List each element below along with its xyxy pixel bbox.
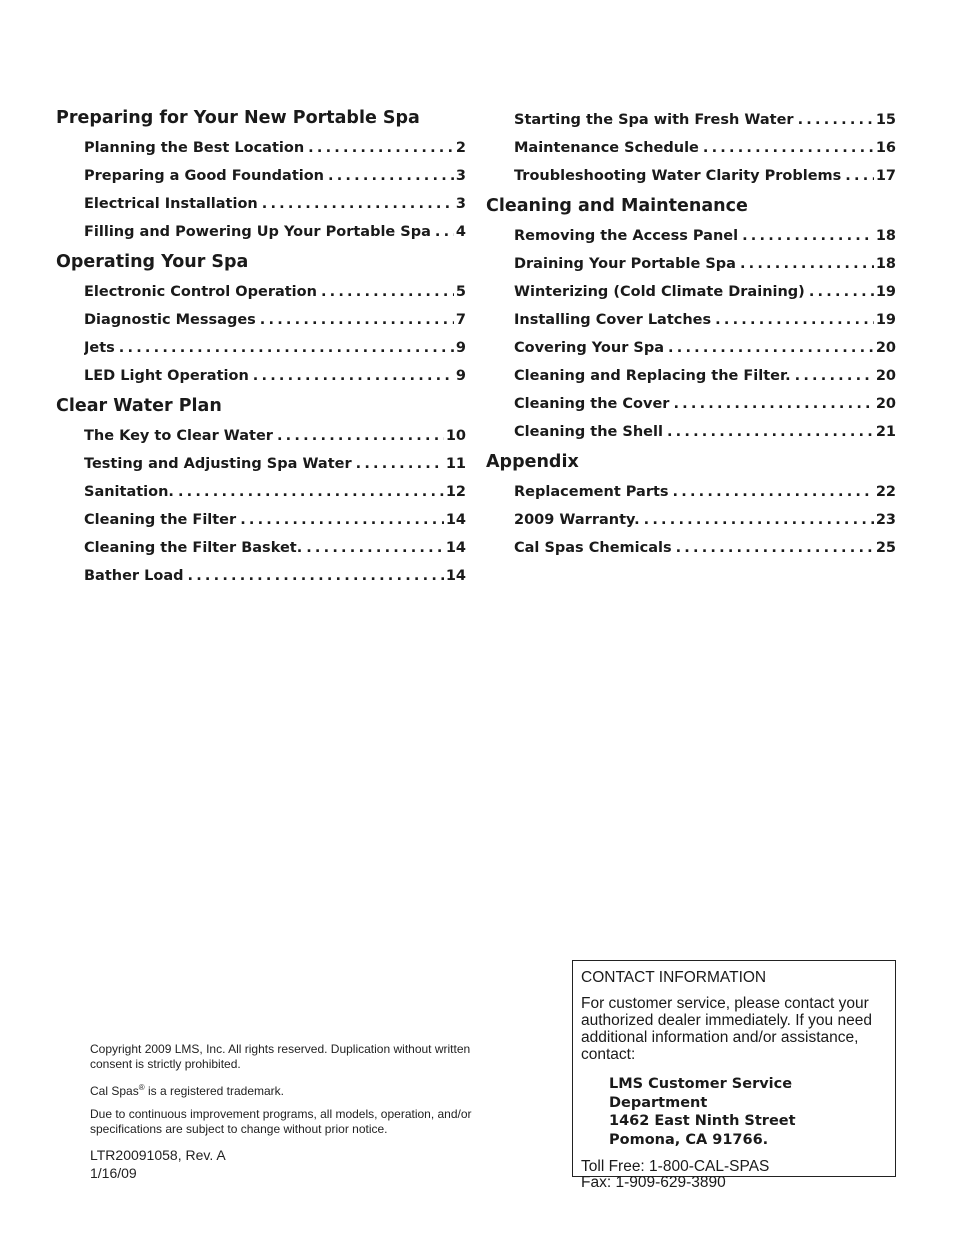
toc-page-number: 5 bbox=[455, 284, 466, 300]
toc-entry[interactable] bbox=[84, 162, 466, 190]
dot-leader bbox=[740, 250, 874, 278]
toc-page-number: 9 bbox=[455, 368, 466, 384]
toc-entry-title: Testing and Adjusting Spa Water bbox=[84, 456, 352, 472]
toc-page-number: 4 bbox=[455, 224, 466, 240]
dot-leader bbox=[673, 390, 873, 418]
toc-entry[interactable] bbox=[84, 278, 466, 306]
toc-entry-title: Electrical Installation bbox=[84, 196, 258, 212]
toc-entry-title: Sanitation. bbox=[84, 484, 174, 500]
document-id bbox=[90, 1146, 500, 1182]
dot-leader bbox=[260, 306, 454, 334]
toc-entry-title: Troubleshooting Water Clarity Problems bbox=[514, 168, 842, 184]
trademark-rest: is a registered trademark. bbox=[144, 1084, 284, 1098]
document-date: 1/16/09 bbox=[90, 1165, 137, 1181]
toc-entry[interactable] bbox=[84, 306, 466, 334]
toc-entry[interactable] bbox=[84, 334, 466, 362]
toc-entry-title: Electronic Control Operation bbox=[84, 284, 317, 300]
toc-page-number: 2 bbox=[455, 140, 466, 156]
dot-leader bbox=[240, 506, 444, 534]
toc-entry[interactable] bbox=[514, 478, 896, 506]
toc-page-number: 17 bbox=[875, 168, 896, 184]
trademark-name: Cal Spas bbox=[90, 1084, 139, 1098]
toc-page-number: 25 bbox=[875, 540, 896, 556]
toc-entry[interactable] bbox=[84, 134, 466, 162]
toc-page-number: 22 bbox=[875, 484, 896, 500]
toc-entry-title: Cal Spas Chemicals bbox=[514, 540, 672, 556]
dot-leader bbox=[668, 334, 874, 362]
toc-entry-title: 2009 Warranty. bbox=[514, 512, 640, 528]
toc-page-number: 14 bbox=[445, 568, 466, 584]
toc-page-number: 18 bbox=[875, 228, 896, 244]
toc-entry[interactable] bbox=[514, 334, 896, 362]
toc-entry[interactable] bbox=[514, 106, 896, 134]
toc-entry-title: Covering Your Spa bbox=[514, 340, 665, 356]
contact-department: LMS Customer Service Department bbox=[609, 1076, 793, 1111]
toc-entry-title: Cleaning the Cover bbox=[514, 396, 670, 412]
toc-entry[interactable] bbox=[514, 250, 896, 278]
toc-entry[interactable] bbox=[514, 534, 896, 562]
toc-entry-title: Cleaning the Filter Basket. bbox=[84, 540, 303, 556]
toc-entry[interactable] bbox=[84, 450, 466, 478]
toc-entry-title: Maintenance Schedule bbox=[514, 140, 699, 156]
toll-free-number: Toll Free: 1-800-CAL-SPAS bbox=[581, 1158, 770, 1175]
contact-heading: CONTACT INFORMATION bbox=[581, 969, 767, 986]
toc-entry-title: Starting the Spa with Fresh Water bbox=[514, 112, 794, 128]
dot-leader bbox=[676, 534, 874, 562]
dot-leader bbox=[715, 306, 874, 334]
toc-entry[interactable] bbox=[514, 418, 896, 446]
toc-section-heading: Cleaning and Maintenance bbox=[486, 196, 748, 216]
toc-entry[interactable] bbox=[84, 362, 466, 390]
toc-entry[interactable] bbox=[514, 362, 896, 390]
toc-entry[interactable] bbox=[84, 534, 466, 562]
toc-page-number: 3 bbox=[455, 196, 466, 212]
toc-entry[interactable] bbox=[514, 390, 896, 418]
toc-entry-title: Removing the Access Panel bbox=[514, 228, 739, 244]
dot-leader bbox=[673, 478, 874, 506]
section-spacer bbox=[486, 190, 896, 194]
toc-page-number: 23 bbox=[875, 512, 896, 528]
toc-entry-title: Cleaning and Replacing the Filter. bbox=[514, 368, 791, 384]
dot-leader bbox=[435, 218, 454, 246]
toc-page-number: 9 bbox=[455, 340, 466, 356]
toc-entry-title: Jets bbox=[84, 340, 115, 356]
dot-leader bbox=[178, 478, 444, 506]
dot-leader bbox=[119, 334, 454, 362]
dot-leader bbox=[667, 418, 874, 446]
toc-entry[interactable] bbox=[514, 306, 896, 334]
toc-page-number: 12 bbox=[445, 484, 466, 500]
dot-leader bbox=[277, 422, 444, 450]
section-spacer bbox=[486, 562, 896, 566]
toc-entry[interactable] bbox=[514, 506, 896, 534]
toc-page-number: 11 bbox=[445, 456, 466, 472]
toc-page-number: 18 bbox=[875, 256, 896, 272]
fax-number: Fax: 1-909-629-3890 bbox=[581, 1174, 726, 1191]
toc-page-number: 20 bbox=[875, 396, 896, 412]
toc-page-number: 20 bbox=[875, 368, 896, 384]
toc-entry[interactable] bbox=[84, 506, 466, 534]
toc-entry[interactable] bbox=[514, 222, 896, 250]
contact-phones bbox=[581, 1159, 887, 1191]
toc-entry-title: Filling and Powering Up Your Portable Spa bbox=[84, 224, 431, 240]
contact-street: 1462 East Ninth Street bbox=[609, 1113, 796, 1129]
toc-entry-title: Bather Load bbox=[84, 568, 184, 584]
dot-leader bbox=[703, 134, 874, 162]
dot-leader bbox=[328, 162, 454, 190]
section-spacer bbox=[486, 446, 896, 450]
toc-page-number: 14 bbox=[445, 512, 466, 528]
toc-page-number: 10 bbox=[445, 428, 466, 444]
toc-left-column bbox=[56, 106, 466, 594]
dot-leader bbox=[809, 278, 874, 306]
toc-entry[interactable] bbox=[84, 218, 466, 246]
toc-entry-title: Preparing a Good Foundation bbox=[84, 168, 325, 184]
toc-entry[interactable] bbox=[514, 162, 896, 190]
section-spacer bbox=[56, 246, 466, 250]
toc-page-number: 21 bbox=[875, 424, 896, 440]
dot-leader bbox=[321, 278, 454, 306]
toc-page-number: 19 bbox=[875, 284, 896, 300]
toc-page-number: 19 bbox=[875, 312, 896, 328]
toc-entry[interactable] bbox=[84, 478, 466, 506]
registered-mark: ® bbox=[138, 1083, 145, 1092]
toc-entry[interactable] bbox=[84, 190, 466, 218]
toc-page-number: 14 bbox=[445, 540, 466, 556]
dot-leader bbox=[188, 562, 444, 590]
dot-leader bbox=[644, 506, 874, 534]
change-notice: Due to continuous improvement programs, all models, operation, and/or specifications are subject to change without prior notice. bbox=[90, 1107, 472, 1136]
contact-instructions: For customer service, please contact your authorized dealer immediately. If you need additional information and/or assistance, contact: bbox=[581, 995, 872, 1063]
toc-section-heading: Preparing for Your New Portable Spa bbox=[56, 108, 420, 128]
toc-entry-title: Diagnostic Messages bbox=[84, 312, 256, 328]
toc-entry-title: The Key to Clear Water bbox=[84, 428, 273, 444]
toc-page-number: 16 bbox=[875, 140, 896, 156]
dot-leader bbox=[795, 362, 874, 390]
dot-leader bbox=[798, 106, 874, 134]
toc-page-number: 7 bbox=[455, 312, 466, 328]
toc-entry-title: LED Light Operation bbox=[84, 368, 249, 384]
section-spacer bbox=[56, 390, 466, 394]
copyright-text: Copyright 2009 LMS, Inc. All rights reserved. Duplication without written consent is strictly prohibited. bbox=[90, 1042, 471, 1071]
section-spacer bbox=[56, 590, 466, 594]
dot-leader bbox=[742, 222, 874, 250]
toc-section-heading: Clear Water Plan bbox=[56, 396, 222, 416]
trademark-text bbox=[90, 1080, 500, 1099]
toc-entry-title: Cleaning the Filter bbox=[84, 512, 237, 528]
toc-section-heading: Operating Your Spa bbox=[56, 252, 249, 272]
toc-right-column bbox=[486, 106, 896, 566]
dot-leader bbox=[306, 534, 444, 562]
dot-leader bbox=[262, 190, 454, 218]
legal-notice bbox=[90, 1042, 500, 1182]
toc-section-heading: Appendix bbox=[486, 452, 579, 472]
toc-entry[interactable] bbox=[84, 422, 466, 450]
toc-entry-title: Winterizing (Cold Climate Draining) bbox=[514, 284, 805, 300]
toc-page-number: 3 bbox=[455, 168, 466, 184]
contact-address bbox=[609, 1075, 887, 1149]
toc-page-number: 15 bbox=[875, 112, 896, 128]
document-number: LTR20091058, Rev. A bbox=[90, 1147, 226, 1163]
dot-leader bbox=[845, 162, 874, 190]
toc-entry[interactable] bbox=[84, 562, 466, 590]
dot-leader bbox=[253, 362, 454, 390]
toc-entry-title: Replacement Parts bbox=[514, 484, 669, 500]
toc-page-number: 20 bbox=[875, 340, 896, 356]
contact-city: Pomona, CA 91766. bbox=[609, 1131, 769, 1148]
toc-entry[interactable] bbox=[514, 278, 896, 306]
toc-entry[interactable] bbox=[514, 134, 896, 162]
dot-leader bbox=[308, 134, 454, 162]
toc-entry-title: Installing Cover Latches bbox=[514, 312, 712, 328]
toc-entry-title: Draining Your Portable Spa bbox=[514, 256, 736, 272]
dot-leader bbox=[356, 450, 444, 478]
toc-entry-title: Planning the Best Location bbox=[84, 140, 305, 156]
contact-information-box bbox=[572, 960, 896, 1191]
toc-entry-title: Cleaning the Shell bbox=[514, 424, 663, 440]
